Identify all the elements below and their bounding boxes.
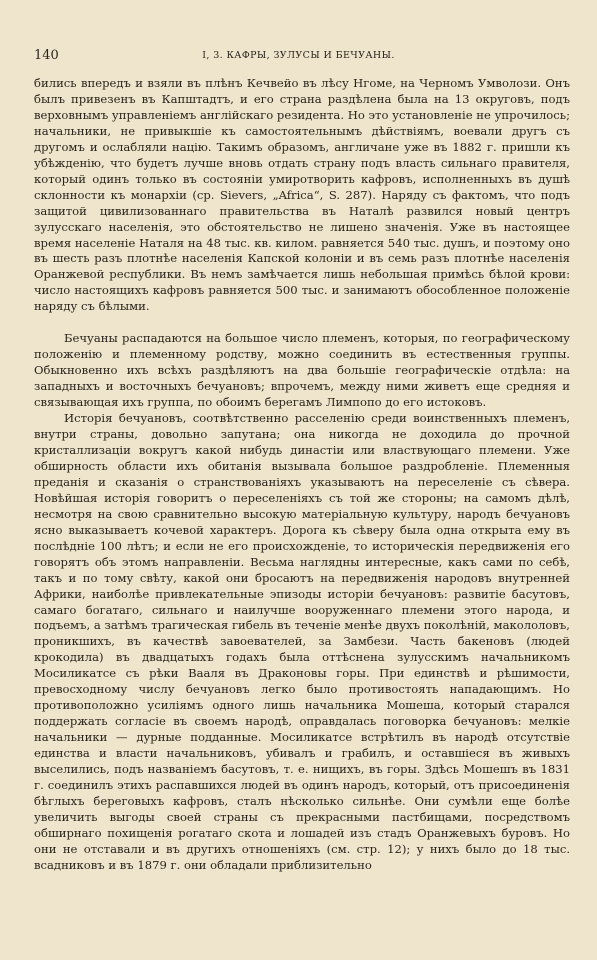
paragraph-continuation: бились впередъ и взяли въ плѣнъ Кечвейо въ лѣсу Нгоме, на Черномъ Умволози. Онъ былъ привезенъ въ Капштадтъ, и его страна раздѣлена была на 13 округовъ, подъ верховнымъ управленіемъ англійскаго резидента. Но это установленіе не упрочилось; начальники, не привыкшіе къ самостоятельнымъ дѣйствіямъ, воевали другъ съ другомъ и ослабляли націю. Такимъ образомъ, англичане уже въ 1882 г. пришли къ убѣжденію, что будетъ лучше вновь отдать страну подъ власть сильнаго правителя, который одинъ только въ состояніи умиротворить кафровъ, исполненныхъ въ душѣ склонности къ монархіи (ср. Sievers, „Africa“, S. 287). Наряду съ фактомъ, что подъ защитой цивилизованнаго правительства въ Наталѣ развился новый центръ зулусскаго населенія, это обстоятельство не лишено значенія. Уже въ настоящее время населеніе Наталя на 48 тыс. кв. килом. равняется 540 тыс. душъ, и поэтому оно въ шесть разъ плотнѣе населенія Капской колоніи и въ семь разъ плотнѣе населенія Оранжевой республики. Въ немъ замѣчается лишь небольшая примѣсь бѣлой крови: число настоящихъ кафровъ равняется 500 тыс. и занимаютъ обособленное положеніе наряду съ бѣлыми. (34, 76, 570, 314)
paragraph-bechuana-history: Исторія бечуановъ, соотвѣтственно расселенію среди воинственныхъ племенъ, внутри страны, довольно запутана; она никогда не доходила до прочной кристаллизаціи вокругъ какой нибудь династіи или властвующаго племени. Уже обширность области ихъ обитанія вызывала большое раздробленіе. Племенныя преданія и сказанія о странствованіяхъ указываютъ на переселеніе съ сѣвера. Новѣйшая исторія говоритъ о переселеніяхъ съ той же стороны; на самомъ дѣлѣ, несмотря на свою сравнительно высокую матеріальную культуру, народъ бечуановъ ясно выказываетъ кочевой характеръ. Дорога къ сѣверу была одна открыта ему въ послѣдніе 100 лѣтъ; и если не его происхожденіе, то историческія передвиженія его говорятъ объ этомъ направленіи. Весьма наглядны интересные, какъ сами по себѣ, такъ и по тому свѣту, какой они бросаютъ на передвиженія народовъ внутренней Африки, наиболѣе привлекательные эпизоды исторіи бечуановъ: развитіе басутовъ, самаго богатаго, сильнаго и наилучше вооруженнаго племени этого народа, и подъемъ, а затѣмъ трагическая гибель въ теченіе менѣе двухъ поколѣній, макололовъ, проникшихъ, въ качествѣ завоевателей, за Замбези. Часть бакеновъ (людей крокодила) въ двадцатыхъ годахъ была оттѣснена зулусскимъ начальникомъ Мосиликатсе съ рѣки Вааля въ Драконовы горы. При единствѣ и рѣшимости, превосходному числу бечуановъ легко было противостоять нападающимъ. Но противоположно усиліямъ одного лишь начальника Мошеша, который старался поддержать согласіе въ своемъ народѣ, оправдалась поговорка бечуановъ: мелкіе начальники — дурные подданные. Мосиликатсе встрѣтилъ въ народѣ отсутствіе единства и власти начальниковъ, убивалъ и грабилъ, и оставшіеся въ живыхъ выселились, подъ названіемъ басутовъ, т. е. нищихъ, въ горы. Здѣсь Мошешъ въ 1831 г. соединилъ этихъ распавшихся людей въ одинъ народъ, который, отъ присоединенія бѣглыхъ береговыхъ кафровъ, сталъ нѣсколько сильнѣе. Они сумѣли еще болѣе увеличить выгоды своей страны съ прекрасными пастбищами, посредствомъ обширнаго похищенія рогатаго скота и лошадей изъ стадъ Оранжевыхъ буровъ. Но они не отставали и въ другихъ отношеніяхъ (см. стр. 12); у нихъ было до 18 тыс. всадниковъ и въ 1879 г. они обладали приблизительно (34, 411, 570, 872)
page-body (34, 76, 570, 874)
page-header (34, 48, 563, 64)
running-head: I, 3. КАФРЫ, ЗУЛУСЫ И БЕЧУАНЫ. (202, 50, 395, 61)
paragraph-bechuana-groups: Бечуаны распадаются на большое число племенъ, которыя, по географическому положенію и племенному родству, можно соединить въ естественныя группы. Обыкновенно ихъ всѣхъ раздѣляютъ на два большіе географическіе отдѣла: на западныхъ и восточныхъ бечуановъ; впрочемъ, между ними живетъ еще средняя и связывающая ихъ группа, по обоимъ берегамъ Лимпопо до его истоковъ. (34, 331, 570, 410)
page-number: 140 (34, 48, 59, 63)
